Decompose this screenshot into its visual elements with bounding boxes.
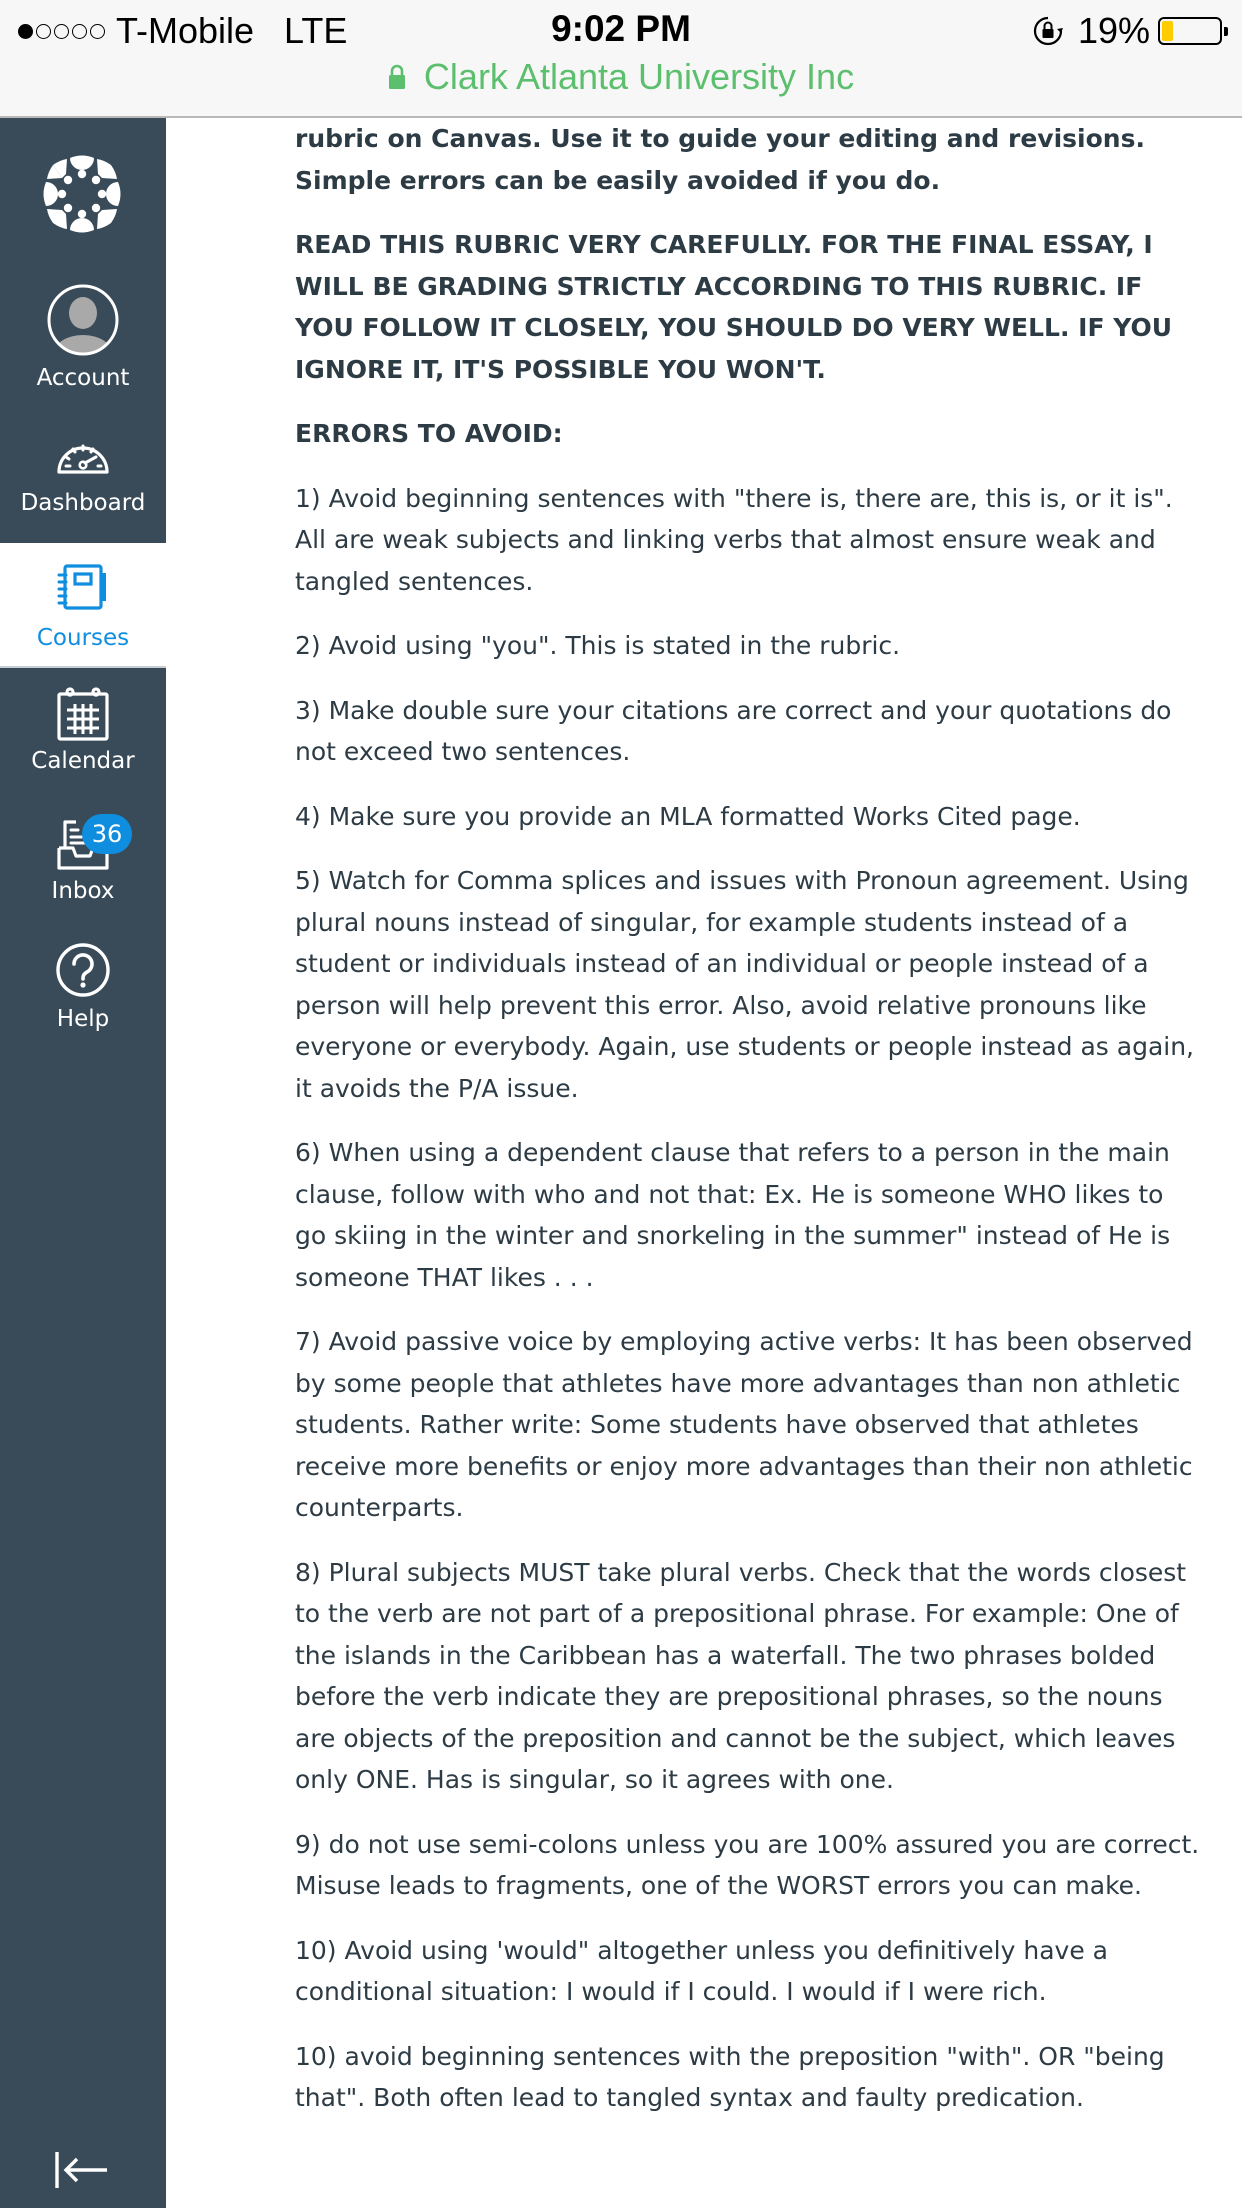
speedometer-icon xyxy=(56,436,110,476)
sidebar-item-dashboard[interactable] xyxy=(0,436,166,516)
error-item: 2) Avoid using "you". This is stated in the rubric. xyxy=(295,631,901,660)
battery-percent: 19% xyxy=(1077,10,1150,51)
sidebar-item-calendar[interactable] xyxy=(0,686,166,774)
collapse-left-icon[interactable] xyxy=(54,2150,110,2190)
sidebar-item-courses[interactable] xyxy=(0,543,166,668)
help-icon xyxy=(55,942,111,998)
sidebar-item-help[interactable] xyxy=(0,942,166,1032)
sidebar-item-label: Courses xyxy=(36,625,130,651)
error-item: 10) Avoid using 'would" altogether unless you definitively have a conditional situation: I would if I could. I would if I were rich. xyxy=(295,1935,1108,2006)
inbox-unread-badge: 36 xyxy=(82,814,132,854)
sidebar-item-label: Help xyxy=(56,1006,110,1032)
errors-heading: ERRORS TO AVOID: xyxy=(295,419,563,448)
error-item: 8) Plural subjects MUST take plural verbs. Check that the words closest to the verb are not part of a prepositional phrase. For example: One of the islands in the Caribbean has a waterfall. The two phrases bolded before the verb indicate they are prepositional phrases, so the nouns are objects of the preposition and cannot be the subject, which leaves only ONE. Has is singular, so it agrees with one. xyxy=(295,1557,1187,1794)
rotation-lock-icon xyxy=(1032,15,1064,47)
error-item: 10) avoid beginning sentences with the preposition "with". OR "being that". Both often lead to tangled syntax and faulty predication. xyxy=(295,2041,1165,2112)
error-item: 7) Avoid passive voice by employing active verbs: It has been observed by some people that athletes have more advantages than non athletic students. Rather write: Some students have observed that athletes receive more benefits or enjoy more advantages than their non athletic counterparts. xyxy=(295,1327,1193,1522)
rubric-warning: READ THIS RUBRIC VERY CAREFULLY. FOR THE FINAL ESSAY, I WILL BE GRADING STRICTLY ACCORDING TO THIS RUBRIC. IF YOU FOLLOW IT CLOSELY, YOU SHOULD DO VERY WELL. IF YOU IGNORE IT, IT'S POSSIBLE YOU WON'T. xyxy=(295,230,1173,384)
site-name: Clark Atlanta University Inc xyxy=(423,56,855,97)
sidebar-item-label: Account xyxy=(36,365,130,391)
status-bar xyxy=(0,0,1242,118)
calendar-icon xyxy=(56,686,110,742)
battery-icon xyxy=(1158,17,1222,45)
sidebar-item-label: Calendar xyxy=(31,748,135,774)
error-item: 9) do not use semi-colons unless you are 100% assured you are correct. Misuse leads to fragments, one of the WORST errors you can make. xyxy=(295,1829,1200,1900)
lock-icon xyxy=(388,64,406,90)
status-right xyxy=(1032,10,1222,52)
global-nav-sidebar xyxy=(0,118,166,2208)
intro-paragraph: rubric on Canvas. Use it to guide your editing and revisions. Simple errors can be easily avoided if you do. xyxy=(295,124,1145,195)
battery-tip xyxy=(1224,27,1228,36)
sidebar-item-account[interactable] xyxy=(0,283,166,391)
sidebar-item-inbox[interactable] xyxy=(0,816,166,904)
error-item: 1) Avoid beginning sentences with "there is, there are, this is, or it is". All are weak subjects and linking verbs that almost ensure weak and tangled sentences. xyxy=(295,483,1173,596)
error-item: 3) Make double sure your citations are correct and your quotations do not exceed two sentences. xyxy=(295,695,1172,766)
clock: 9:02 PM xyxy=(551,8,691,49)
error-item: 6) When using a dependent clause that refers to a person in the main clause, follow with who and not that: Ex. He is someone WHO likes to go skiing in the winter and snorkeling in the summer" instead of He is someone THAT likes . . . xyxy=(295,1138,1171,1292)
network-type: LTE xyxy=(284,10,348,51)
assignment-description xyxy=(295,118,1200,2142)
notebook-icon xyxy=(56,563,110,611)
battery-level-fill xyxy=(1162,21,1173,41)
sidebar-item-label: Dashboard xyxy=(20,490,146,516)
canvas-logo-icon[interactable] xyxy=(40,152,124,236)
error-item: 5) Watch for Comma splices and issues with Pronoun agreement. Using plural nouns instead of singular, for example students instead of a student or individuals instead of an individual or people instead of a person will help prevent this error. Also, avoid relative pronouns like everyone or everybody. Again, use students or people instead as again, it avoids the P/A issue. xyxy=(295,866,1194,1103)
error-item: 4) Make sure you provide an MLA formatted Works Cited page. xyxy=(295,801,1081,831)
sidebar-item-label: Inbox xyxy=(51,878,115,904)
carrier-name: T-Mobile xyxy=(116,10,255,51)
url-bar[interactable] xyxy=(0,56,1242,98)
avatar-icon xyxy=(46,283,120,357)
